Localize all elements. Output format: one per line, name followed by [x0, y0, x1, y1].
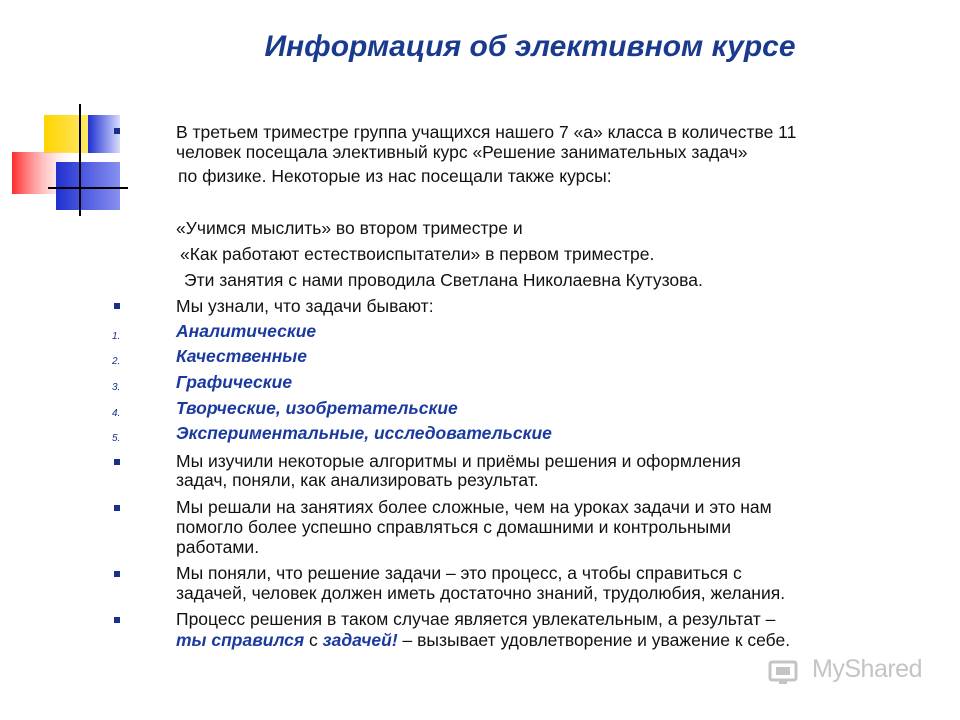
text-line: по физике. Некоторые из нас посещали также курсы: — [178, 166, 612, 186]
bullet-icon — [114, 303, 120, 309]
list-number: 3. — [112, 382, 121, 393]
text-line: В третьем триместре группа учащихся нашего 7 «а» класса в количестве 11 — [176, 122, 797, 142]
list-item: Качественные — [176, 346, 307, 366]
text-line: Эти занятия с нами проводила Светлана Николаевна Кутузова. — [184, 270, 703, 290]
bullet-icon — [114, 571, 120, 577]
myshared-logo-icon — [767, 658, 799, 686]
highlight-text: ты справился — [176, 630, 305, 650]
bullet-icon — [114, 505, 120, 511]
text-line: работами. — [176, 537, 260, 557]
watermark-text: MyShared — [812, 655, 922, 683]
text-line: «Учимся мыслить» во втором триместре и — [176, 218, 523, 238]
text-line-mixed — [176, 630, 790, 650]
bullet-icon — [114, 617, 120, 623]
list-item: Аналитические — [176, 321, 317, 341]
list-number: 4. — [112, 408, 121, 419]
text-line: Мы изучили некоторые алгоритмы и приёмы решения и оформления — [176, 451, 741, 471]
text-line: Процесс решения в таком случае является увлекательным, а результат – — [176, 609, 776, 629]
list-number: 2. — [112, 356, 121, 367]
bullet-icon — [114, 459, 120, 465]
text-line: Мы узнали, что задачи бывают: — [176, 296, 434, 316]
bullet-icon — [114, 128, 120, 134]
text-line: Мы поняли, что решение задачи – это процесс, а чтобы справиться с — [176, 563, 742, 583]
text-line: помогло более успешно справляться с домашними и контрольными — [176, 517, 732, 537]
list-item: Экспериментальные, исследовательские — [176, 423, 552, 443]
text-line: задачей, человек должен иметь достаточно знаний, трудолюбия, желания. — [176, 583, 786, 603]
page-title: Информация об элективном курсе — [264, 30, 796, 63]
highlight-text: задачей! — [322, 630, 398, 650]
text-line: «Как работают естествоиспытатели» в первом триместре. — [180, 244, 655, 264]
list-number: 5. — [112, 433, 121, 444]
list-item: Творческие, изобретательские — [176, 398, 458, 418]
list-item: Графические — [176, 372, 293, 392]
list-number: 1. — [112, 331, 121, 342]
text-line: задач, поняли, как анализировать результат. — [176, 470, 539, 490]
text-line: Мы решали на занятиях более сложные, чем на уроках задачи и это нам — [176, 497, 772, 517]
text-line: человек посещала элективный курс «Решение занимательных задач» — [176, 142, 748, 162]
text-fragment: – вызывает удовлетворение и уважение к себе. — [397, 630, 791, 650]
text-fragment: с — [304, 630, 323, 650]
